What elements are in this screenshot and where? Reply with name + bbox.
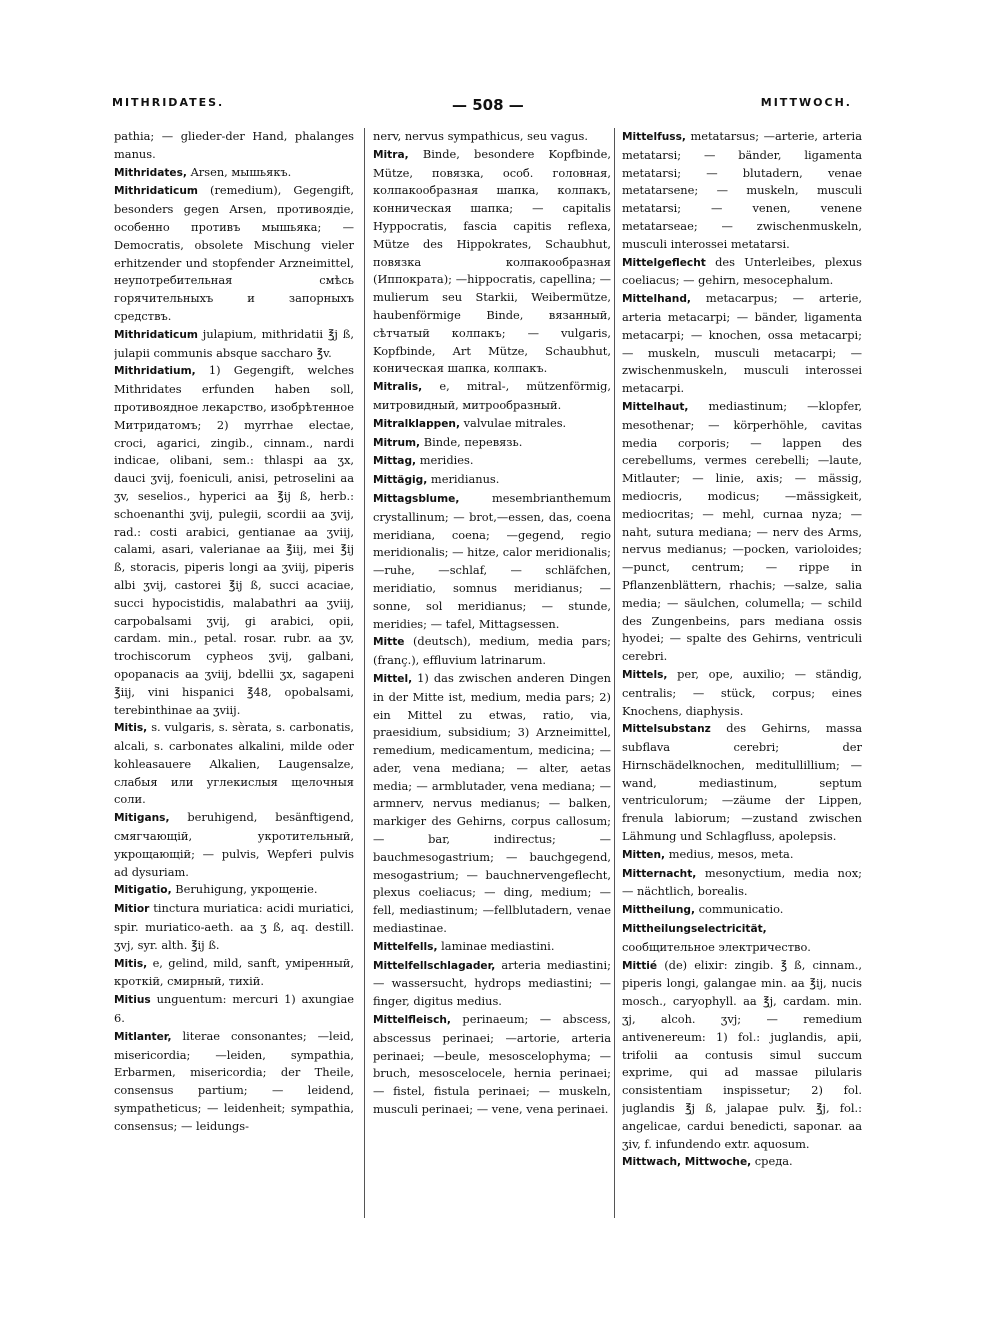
header-left-catchword: MITHRIDATES. xyxy=(112,96,225,109)
entry-headword: Mithridatium, xyxy=(114,365,196,378)
entry-headword: Mittagsblume, xyxy=(373,492,460,505)
entry-headword: Mitternacht, xyxy=(622,867,697,880)
entry-headword: Mithridaticum xyxy=(114,328,198,341)
dictionary-entry xyxy=(114,809,354,881)
entry-text: julapium, mithridatii ℥j ß, julapii communis absque saccharo ℥v. xyxy=(114,326,354,360)
entry-text: 1) Gegengift, welches Mithridates erfunden haben soll, противоядное лекарство, изобрѣтенное Митридатомъ; 2) myrrhae electae, croci, agarici, zingib., cinnam., nardi indicae, olibani, sem.: thlaspi aa ʒx, dauci ʒvij, foeniculi, anisi, petroselini aa ʒv, seselios., hyperici aa ℥ij ß, herb.: schoenanthi ʒvij, pulegii, scordii aa ʒvij, rad.: costi arabici, gentianae aa ʒviij, calami, asari, valerianae aa ℥iij, mei ℥ij ß, storacis, piperis longi aa ʒviij, piperis albi ʒvij, castorei ℥ij ß, succi acaciae, succi hypocistidis, malabathri aa ʒviij, carpobalsami ʒvij, gi arabici, opii, cardam. min., petal. rosar. rubr. aa ʒv, trochiscorum cypheos ʒvij, galbani, opopanacis aa ʒviij, bdellii ʒx, sagapeni ℥iij, vini hispanici ℥48, opobalsami, terebinthinae aa ʒviij. xyxy=(114,363,354,717)
dictionary-entry xyxy=(622,666,862,720)
entry-text: tinctura muriatica: acidi muriatici, spir. muriatico-aeth. aa ʒ ß, aq. destill. ʒvj, syr. alth. ℥ij ß. xyxy=(114,901,354,952)
dictionary-entry xyxy=(373,434,611,453)
column-middle xyxy=(373,128,611,1228)
entry-headword: Mitrum, xyxy=(373,436,421,449)
entry-headword: Mittägig, xyxy=(373,474,428,487)
entry-headword: Mitis, xyxy=(114,957,148,970)
dictionary-entry xyxy=(622,846,862,865)
entry-text: per, ope, auxilio; — ständig, centralis; — stück, corpus; eines Knochens, diaphysis. xyxy=(622,666,862,718)
entry-text: Beruhigung, укрощеніе. xyxy=(175,882,318,897)
entry-text: literae consonantes; —leid, misericordia; —leiden, sympathia, Erbarmen, misericordia; der Theile, consensus partium; — leidend, sympatheticus; — leidenheit; sympathia, consensus; — leidungs- xyxy=(114,1028,354,1133)
entry-headword: Mittié xyxy=(622,959,658,972)
entry-text: metacarpus; — arterie, arteria metacarpi; — bänder, ligamenta metacarpi; — knochen, ossa metacarpi; — muskeln, musculi metacarpi; — zwischenmuskeln, musculi interossei metacarpi. xyxy=(622,291,862,396)
dictionary-entry xyxy=(373,146,611,378)
dictionary-entry xyxy=(373,938,611,957)
dictionary-entry xyxy=(114,991,354,1028)
entry-headword: Mitior xyxy=(114,903,150,916)
entry-headword: Mittelgeflecht xyxy=(622,256,706,269)
entry-headword: Mittelfellschlagader, xyxy=(373,959,496,972)
entry-headword: Mittheilungselectricität, xyxy=(622,923,767,936)
dictionary-entry xyxy=(622,128,862,254)
dictionary-entry xyxy=(373,378,611,415)
entry-text: metatarsus; —arterie, arteria metatarsi; — bänder, ligamenta metatarsi; — blutadern, venae metatarsene; — muskeln, musculi metatarsi; — venen, venene metatarseae; — zwischenmuskeln, musculi interossei metatarsi. xyxy=(622,129,862,251)
dictionary-entry xyxy=(373,633,611,670)
dictionary-entry xyxy=(373,1011,611,1119)
dictionary-entry xyxy=(114,164,354,183)
entry-text: e, gelind, mild, sanft, уміренный, кроткій, смирный, тихій. xyxy=(114,955,354,989)
dictionary-entry xyxy=(114,326,354,363)
dictionary-entry xyxy=(373,670,611,938)
page-number: — 508 — xyxy=(452,96,524,114)
entry-text: des Gehirns, massa subflava cerebri; der Hirnschädelknochen, meditullillium; —wand, mediastinum, septum ventriculorum; —zäume der Lippen, frenula labiorum; —zustand zwischen Lähmung und Schlagfluss, apolepsis. xyxy=(622,721,862,844)
entry-headword: Mittheilung, xyxy=(622,904,695,917)
entry-text: des Unterleibes, plexus coeliacus; — gehirn, mesocephalum. xyxy=(622,254,862,288)
dictionary-entry xyxy=(622,920,862,957)
entry-headword: Mittelfleisch, xyxy=(373,1014,451,1027)
entry-headword: Mittwach, Mittwoche, xyxy=(622,1156,752,1169)
entry-headword: Mitius xyxy=(114,994,151,1007)
entry-text: unguentum: mercuri 1) axungiae 6. xyxy=(114,992,354,1026)
entry-text: nerv, nervus sympathicus, seu vagus. xyxy=(373,129,588,143)
dictionary-entry xyxy=(114,881,354,900)
entry-text: Binde, перевязь. xyxy=(423,434,523,449)
dictionary-entry xyxy=(622,865,862,902)
dictionary-entry xyxy=(373,957,611,1011)
entry-headword: Mithridates, xyxy=(114,166,187,179)
entry-headword: Mitralklappen, xyxy=(373,417,460,430)
entry-headword: Mittel, xyxy=(373,672,413,685)
entry-headword: Mittelhand, xyxy=(622,293,691,306)
dictionary-entry xyxy=(114,182,354,325)
entry-text: valvulae mitrales. xyxy=(463,415,567,430)
entry-text: meridies. xyxy=(419,453,474,468)
dictionary-entry xyxy=(114,362,354,719)
entry-text: mesonyctium, media nox; — nächtlich, borealis. xyxy=(622,865,862,899)
entry-text: laminae mediastini. xyxy=(441,938,555,953)
entry-text: communicatio. xyxy=(698,902,784,917)
dictionary-entry xyxy=(114,719,354,809)
entry-headword: Mittag, xyxy=(373,455,417,468)
dictionary-entry xyxy=(373,490,611,633)
header-right-catchword: MITTWOCH. xyxy=(760,96,852,109)
entry-headword: Mittelsubstanz xyxy=(622,723,711,736)
column-right xyxy=(622,128,862,1228)
entry-headword: Mitralis, xyxy=(373,381,423,394)
running-header xyxy=(112,96,852,118)
entry-headword: Mitis, xyxy=(114,722,148,735)
entry-headword: Mitra, xyxy=(373,148,409,161)
dictionary-entry xyxy=(373,452,611,471)
entry-text: (deutsch), medium, media pars; (franç.), effluvium latrinarum. xyxy=(373,634,611,668)
dictionary-entry xyxy=(114,900,354,954)
entry-text: s. vulgaris, s. sèrata, s. carbonatis, alcali, s. carbonates alkalini, milde oder kohleasauere Alkalien, Laugensalze, слабыя или углекислыя щелочныя соли. xyxy=(114,720,354,807)
entry-text: mesembrianthemum crystallinum; — brot,—essen, das, coena meridiana, coena; —gegend, regio meridionalis; — hitze, calor meridionalis; —ruhe, —schlaf, — schläfchen, meridiatio, somnus meridianus; — sonne, sol meridianus; — stunde, meridies; — tafel, Mittagsessen. xyxy=(373,490,611,631)
entry-text: (de) elixir: zingib. ℥ ß, cinnam., piperis longi, galangae min. aa ℥ij, nucis mosch., caryophyll. aa ℥j, cardam. min. ʒj, alcoh. ʒvj; — remedium antivenereum: 1) fol.: juglandis, apii, trifolii aa contusis simul succum exprime, qui ad massae pilularis consistentiam inspissetur; 2) fol. juglandis ℥j ß, jalapae pulv. ℥j, fol.: angelicae, cardui benedicti, saponar. aa ʒiv, f. infundendo extr. aquosum. xyxy=(622,957,862,1151)
dictionary-entry xyxy=(114,1028,354,1136)
entry-text: e, mitral-, mützenförmig, митровидный, митрообразный. xyxy=(373,379,611,412)
dictionary-entry xyxy=(622,398,862,666)
entry-headword: Mittels, xyxy=(622,668,668,681)
dictionary-entry xyxy=(114,955,354,992)
entry-headword: Mitten, xyxy=(622,848,666,861)
dictionary-entry xyxy=(373,128,611,146)
dictionary-entry xyxy=(622,290,862,398)
entry-headword: Mitigans, xyxy=(114,812,170,825)
entry-text: mediastinum; —klopfer, mesothenar; — körperhöhle, cavitas media corporis; — lappen des cerebellums, vermes cerebelli; —laute, Mitlauter; — linie, axis; — mässig, mediocris, modicus; —mässigkeit, mediocritas; — mehl, curnaa nyza; —naht, sutura mediana; — nerv des Arms, nervus medianus; —pocken, varioloides; —punct, centrum; — rippe in Pflanzenblättern, rhachis; —salze, salia media; — säulchen, columella; — schild des Zungenbeins, pars mediana ossis hyodei; — spalte des Gehirns, ventriculi cerebri. xyxy=(622,398,862,664)
dictionary-entry xyxy=(622,254,862,291)
entry-text: (remedium), Gegengift, besonders gegen Arsen, противоядіе, особенно противъ мышьяка; — Democratis, obsolete Mischung vieler erhitzender und stopfender Arzneimittel, неупотребительная смѣсь горячительныхъ и запорныхъ средствъ. xyxy=(114,183,354,323)
dictionary-entry xyxy=(622,720,862,846)
entry-text: beruhigend, besänftigend, смягчающій, укротительный, укрощающій; — pulvis, Wepferi pulvis ad dysuriam. xyxy=(114,810,354,879)
dictionary-entry xyxy=(373,471,611,490)
entry-text: сообщительное электричество. xyxy=(622,939,811,954)
entry-text: pathia; — glieder-der Hand, phalanges manus. xyxy=(114,129,354,161)
dictionary-entry xyxy=(622,901,862,920)
entry-text: 1) das zwischen anderen Dingen in der Mitte ist, medium, media pars; 2) ein Mittel zu etwas, ratio, via, praesidium, subsidium; 3) Arzneimittel, remedium, medicamentum, medicina; — ader, vena mediana; — alter, aetas media; — armblutader, vena mediana; —armnerv, nervus medianus; — balken, markiger des Gehirns, corpus callosum; — bar, indirectus; — bauchmesogastrium; — bauchgegend, mesogastrium; — bauchnervengeflecht, plexus coeliacus; — ding, medium; — fell, mediastinum; —fellblutadern, venae mediastinae. xyxy=(373,670,611,936)
entry-text: arteria mediastini; — wassersucht, hydrops mediastini; — finger, digitus medius. xyxy=(373,957,611,1009)
column-left xyxy=(114,128,354,1228)
column-rule-right xyxy=(614,128,615,1218)
entry-text: среда. xyxy=(754,1154,793,1169)
column-rule-left xyxy=(364,128,365,1218)
entry-headword: Mitigatio, xyxy=(114,884,172,897)
entry-headword: Mitlanter, xyxy=(114,1030,172,1043)
dictionary-entry xyxy=(622,957,862,1154)
dictionary-entry xyxy=(114,128,354,164)
entry-headword: Mittelfells, xyxy=(373,940,438,953)
entry-text: Binde, besondere Kopfbinde, Mütze, повязка, особ. головная, колпакообразная шапка, колпакъ, конническая шапка; — capitalis Hyppocratis, fascia capitis reflexa, Mütze des Hippokrates, Schaubhut, повязка колпакообразная (Иппократа); —hippocratis, capellina; — mulierum seu Starkii, Weibermütze, haubenförmige Binde, вязанный, сѣтчатый колпакъ; — vulgaris, Kopfbinde, Art Mütze, Schaubhut, коническая шапка, колпакъ. xyxy=(373,146,611,376)
entry-headword: Mithridaticum xyxy=(114,185,198,198)
dictionary-entry xyxy=(622,1153,862,1172)
entry-text: perinaeum; — abscess, abscessus perinaei; —artorie, arteria perinaei; —beule, mesoscelophyma; — bruch, mesoscelocele, hernia perinaei; — fistel, fistula perinaei; — muskeln, musculi perinaei; — vene, vena perinaei. xyxy=(373,1012,611,1117)
entry-text: medius, mesos, meta. xyxy=(668,846,794,861)
entry-headword: Mitte xyxy=(373,636,405,649)
entry-headword: Mittelfuss, xyxy=(622,131,686,143)
entry-headword: Mittelhaut, xyxy=(622,400,689,413)
entry-text: meridianus. xyxy=(430,472,500,487)
dictionary-entry xyxy=(373,415,611,434)
entry-text: Arsen, мышьякъ. xyxy=(190,164,292,179)
